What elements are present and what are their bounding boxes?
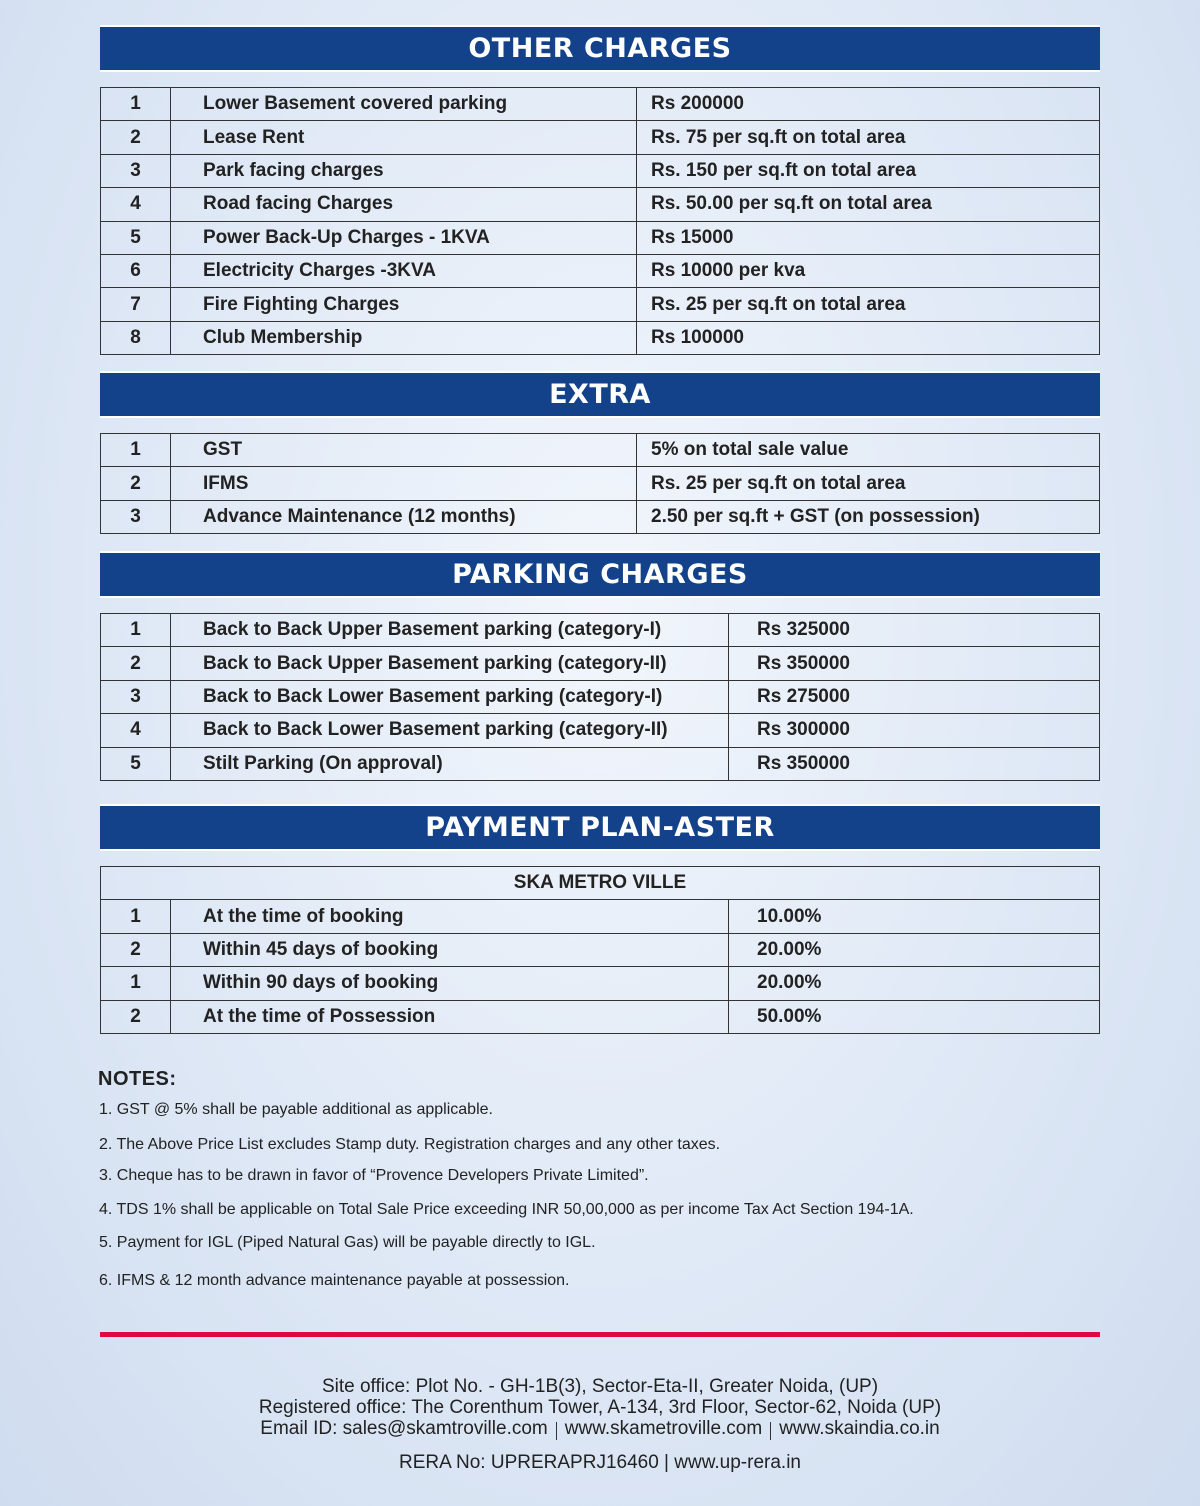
note-item: 3. Cheque has to be drawn in favor of “Provence Developers Private Limited”. [99,1167,649,1184]
other-charges-table [100,87,1100,355]
website-link-skaindia[interactable]: www.skaindia.co.in [779,1418,940,1439]
row-number: 3 [101,500,171,533]
row-number: 7 [101,288,171,321]
row-charge: Rs 350000 [729,647,1100,680]
row-number: 1 [101,88,171,121]
row-charge: Rs 300000 [729,714,1100,747]
payment-plan-table [100,866,1100,1034]
table-row [101,321,1100,354]
table-row [101,254,1100,287]
row-charge: Rs 325000 [729,614,1100,647]
row-number: 2 [101,121,171,154]
extra-heading: EXTRA [100,371,1100,418]
website-link-skametroville[interactable]: www.skametroville.com [564,1418,763,1439]
row-item: At the time of booking [171,900,729,933]
row-number: 2 [101,467,171,500]
contact-line [0,1418,1200,1440]
row-item: Back to Back Upper Basement parking (category-II) [171,647,729,680]
row-item: IFMS [171,467,637,500]
parking-charges-table [100,613,1100,781]
extra-table [100,433,1100,534]
row-item: Lease Rent [171,121,637,154]
row-item: At the time of Possession [171,1000,729,1033]
row-item: GST [171,434,637,467]
separator [770,1422,771,1440]
row-charge: Rs 275000 [729,680,1100,713]
row-number: 1 [101,900,171,933]
registered-office-address: Registered office: The Corenthum Tower, A-134, 3rd Floor, Sector-62, Noida (UP) [258,1397,942,1418]
row-item: Road facing Charges [171,188,637,221]
row-charge: Rs. 25 per sq.ft on total area [637,288,1100,321]
table-row [101,647,1100,680]
divider-line [100,1332,1100,1337]
table-row [101,680,1100,713]
table-row [101,154,1100,187]
row-item: Back to Back Lower Basement parking (category-II) [171,714,729,747]
row-number: 8 [101,321,171,354]
row-number: 2 [101,933,171,966]
row-charge: 5% on total sale value [637,434,1100,467]
row-item: Park facing charges [171,154,637,187]
row-charge: Rs 10000 per kva [637,254,1100,287]
row-number: 4 [101,714,171,747]
note-item: 5. Payment for IGL (Piped Natural Gas) will be payable directly to IGL. [99,1234,596,1251]
row-charge: Rs 15000 [637,221,1100,254]
row-charge: Rs. 150 per sq.ft on total area [637,154,1100,187]
row-charge: 2.50 per sq.ft + GST (on possession) [637,500,1100,533]
table-row [101,967,1100,1000]
table-row [101,1000,1100,1033]
row-charge: Rs. 75 per sq.ft on total area [637,121,1100,154]
row-percentage: 20.00% [729,933,1100,966]
table-header-row [101,867,1100,900]
row-number: 4 [101,188,171,221]
table-row [101,221,1100,254]
separator [556,1422,557,1440]
table-row [101,288,1100,321]
notes-heading: NOTES: [98,1068,177,1090]
row-number: 2 [101,647,171,680]
project-name: SKA METRO VILLE [101,867,1100,900]
table-row [101,434,1100,467]
row-item: Within 45 days of booking [171,933,729,966]
row-number: 1 [101,614,171,647]
table-row [101,188,1100,221]
row-item: Club Membership [171,321,637,354]
table-row [101,121,1100,154]
row-number: 1 [101,967,171,1000]
table-row [101,747,1100,780]
row-item: Power Back-Up Charges - 1KVA [171,221,637,254]
row-percentage: 20.00% [729,967,1100,1000]
parking-charges-heading: PARKING CHARGES [100,551,1100,598]
other-charges-heading: OTHER CHARGES [100,25,1100,72]
row-charge: Rs. 25 per sq.ft on total area [637,467,1100,500]
rera-number: RERA No: UPRERAPRJ16460 | www.up-rera.in [399,1452,801,1473]
row-number: 3 [101,154,171,187]
row-item: Advance Maintenance (12 months) [171,500,637,533]
row-percentage: 50.00% [729,1000,1100,1033]
row-item: Within 90 days of booking [171,967,729,1000]
table-row [101,88,1100,121]
row-charge: Rs 100000 [637,321,1100,354]
table-row [101,614,1100,647]
row-item: Stilt Parking (On approval) [171,747,729,780]
row-item: Electricity Charges -3KVA [171,254,637,287]
row-percentage: 10.00% [729,900,1100,933]
email-link[interactable]: Email ID: sales@skamtroville.com [260,1418,548,1439]
row-number: 2 [101,1000,171,1033]
payment-plan-heading: PAYMENT PLAN-ASTER [100,804,1100,851]
table-row [101,900,1100,933]
row-charge: Rs 350000 [729,747,1100,780]
row-charge: Rs 200000 [637,88,1100,121]
table-row [101,714,1100,747]
note-item: 6. IFMS & 12 month advance maintenance payable at possession. [99,1272,570,1289]
table-row [101,500,1100,533]
row-number: 5 [101,747,171,780]
row-item: Back to Back Upper Basement parking (category-I) [171,614,729,647]
row-number: 1 [101,434,171,467]
table-row [101,933,1100,966]
row-charge: Rs. 50.00 per sq.ft on total area [637,188,1100,221]
note-item: 2. The Above Price List excludes Stamp duty. Registration charges and any other taxes. [99,1136,721,1153]
row-number: 5 [101,221,171,254]
table-row [101,467,1100,500]
row-item: Back to Back Lower Basement parking (category-I) [171,680,729,713]
site-office-address: Site office: Plot No. - GH-1B(3), Sector-Eta-II, Greater Noida, (UP) [321,1376,879,1397]
row-number: 3 [101,680,171,713]
row-item: Fire Fighting Charges [171,288,637,321]
row-item: Lower Basement covered parking [171,88,637,121]
note-item: 4. TDS 1% shall be applicable on Total Sale Price exceeding INR 50,00,000 as per income Tax Act Section 194-1A. [99,1201,914,1218]
row-number: 6 [101,254,171,287]
note-item: 1. GST @ 5% shall be payable additional as applicable. [99,1101,493,1118]
